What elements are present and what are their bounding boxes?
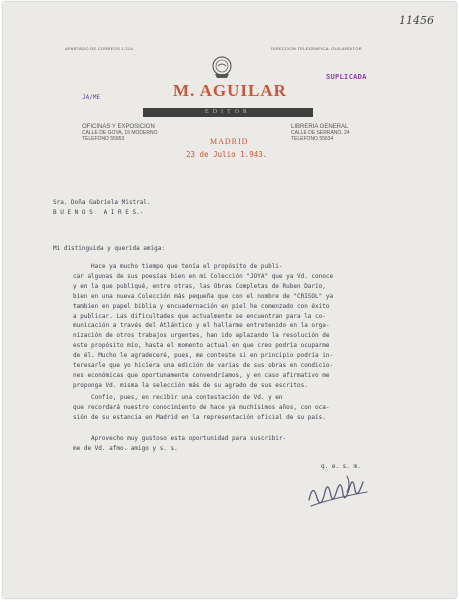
letter-date: 23 de Julio 1.943.	[186, 150, 268, 159]
bookshop-street: CALLE DE SERRANO, 24	[291, 130, 350, 136]
body-line: nes económicas que oportunamente convendríamos, y en caso afirmativo me	[73, 371, 330, 379]
body-line: nización de otros trabajos urgentes, han ido aplazando la resolución de	[73, 332, 330, 340]
body-line: Hace ya mucho tiempo que tenía el propósito de publi-	[73, 263, 283, 270]
salutation: Mi distinguida y querida amiga:	[53, 245, 165, 252]
archive-number: 11456	[399, 14, 434, 27]
body-paragraph-2	[73, 393, 418, 423]
reference-initials: JA/ME	[82, 94, 101, 101]
letterhead-band-text: EDITOR	[205, 109, 251, 115]
offices-phone: TELEFONO 55953	[82, 136, 125, 142]
bookshop-title: LIBRERIA GENERAL	[291, 124, 349, 130]
letter-page	[3, 2, 456, 598]
body-line: municación a través del Atlántico y el hallarme entretenido en la orga-	[73, 322, 330, 330]
body-paragraph-3	[73, 434, 418, 454]
body-line: y en la que publiqué, entre otras, las Obras Completas de Ruben Darío,	[73, 282, 326, 290]
body-line: sión de su estancia en Madrid en la representación oficial de su país.	[73, 413, 326, 421]
body-line: a publicar. Las dificultades que actualmente se encuentran para la co-	[73, 312, 326, 320]
closing-formula: q. e. s. m.	[321, 463, 361, 470]
body-line: este propósito mío, hasta el momento actual en que creo podría ocuparme	[73, 342, 330, 350]
body-line: tambien en papel biblia y encuadernación en piel he comenzado con éxito	[73, 302, 330, 310]
suplicada-stamp: SUPLICADA	[326, 73, 367, 81]
letterhead-city: MADRID	[210, 137, 249, 146]
bookshop-phone: TELEFONO 55634	[291, 136, 334, 142]
letterhead-bookshop	[291, 124, 350, 142]
body-line: Aprovecho muy gustoso esta oportunidad para suscribir-	[73, 435, 287, 442]
addressee-name: Sra. Doña Gabriela Mistral.	[53, 199, 151, 206]
letterhead-postbox: APARTADO DE CORREOS 1.214	[65, 46, 133, 51]
body-line: que recordará nuestro conocimiento de hace ya muchísimos años, con oca-	[73, 403, 330, 411]
body-line: me de Vd. afmo. amigo y s. s.	[73, 444, 178, 452]
body-line: Confío, pues, en recibir una contestación de Vd. y en	[73, 394, 283, 401]
publisher-brand: M. AGUILAR	[173, 81, 287, 100]
body-line: de él. Mucho le agradeceré, pues, me conteste si en principio podría in-	[73, 352, 334, 360]
body-line: teresarle que yo hiciera una edición de varias de sus obras en condicio-	[73, 362, 334, 370]
publisher-emblem-icon	[204, 54, 240, 80]
body-line: proponga Vd. misma la selección más de su agrado de sus escritos.	[73, 381, 308, 389]
letterhead-telegraph: DIRECCION TELEGRAFICA: GUILARDITOR	[271, 46, 362, 51]
body-line: car algunas de sus poesías bien en mi Colección "JOYA" que ya Vd. conoce	[73, 272, 334, 280]
offices-title: OFICINAS Y EXPOSICION	[82, 124, 155, 130]
body-line: bien en una nueva Colección más pequeña que con el nombre de "CRISOL" ya	[73, 292, 334, 300]
signature-icon	[303, 470, 373, 514]
body-paragraph-1	[73, 262, 418, 391]
offices-street: CALLE DE GOYA, 15 MODERNO	[82, 130, 158, 136]
letterhead-offices	[82, 124, 157, 142]
addressee-city: B U E N O S A I R E S.-	[53, 209, 144, 216]
